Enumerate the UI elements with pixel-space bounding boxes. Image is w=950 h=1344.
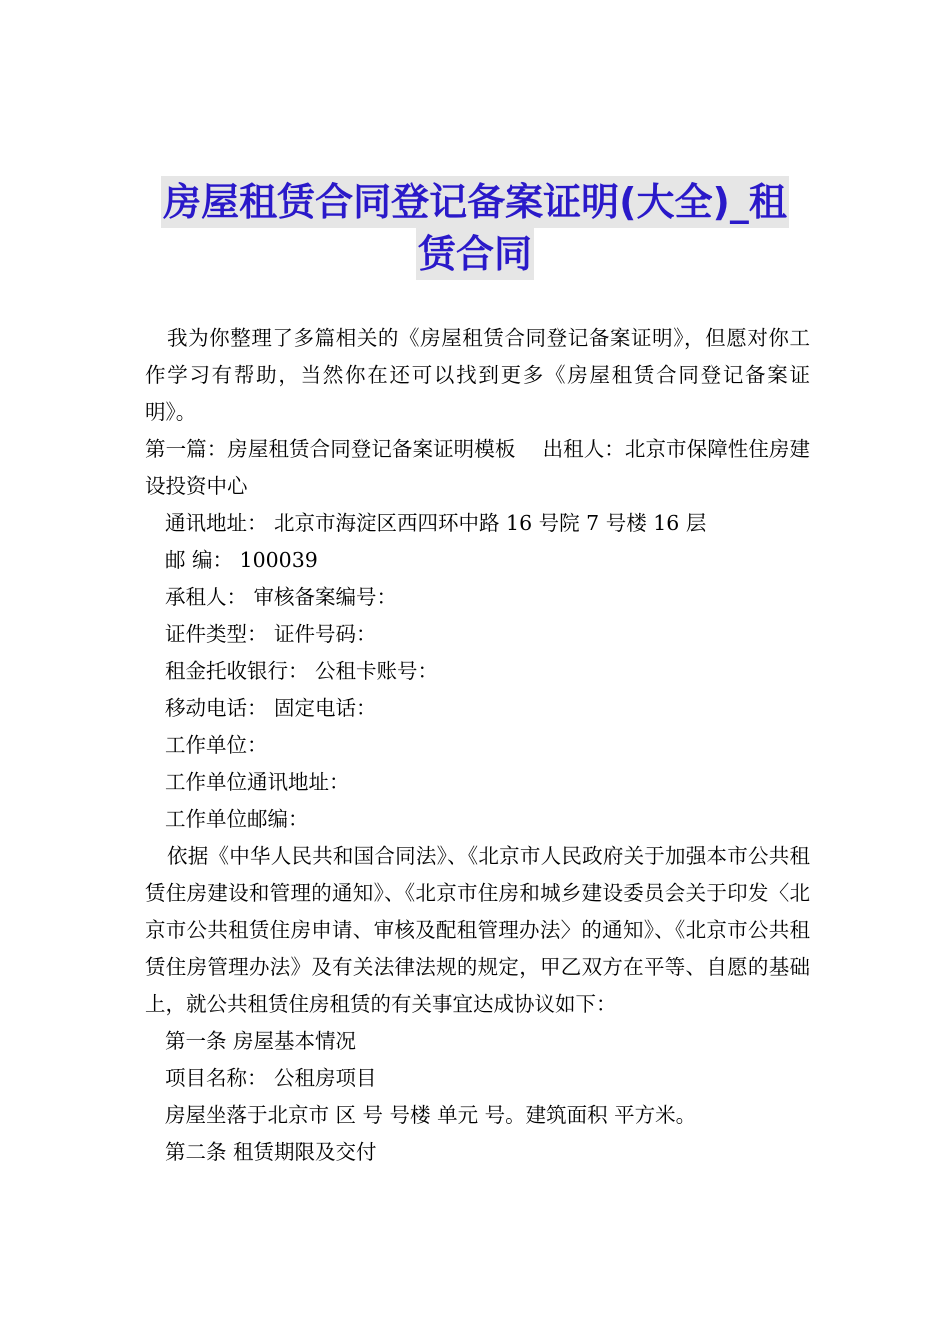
article-1-heading: 第一条 房屋基本情况 bbox=[165, 1029, 357, 1053]
field-employer-postcode: 工作单位邮编： bbox=[165, 807, 309, 831]
document-body bbox=[145, 320, 810, 1171]
field-project-name: 项目名称： 公租房项目 bbox=[165, 1066, 377, 1090]
field-employer-address: 工作单位通讯地址： bbox=[165, 770, 350, 794]
field-id-type: 证件类型： 证件号码： bbox=[165, 622, 377, 646]
field-tenant: 承租人： 审核备案编号： bbox=[165, 585, 398, 609]
field-house-location: 房屋坐落于北京市 区 号 号楼 单元 号。建筑面积 平方米。 bbox=[165, 1103, 697, 1127]
title-line-2: 赁合同 bbox=[416, 228, 534, 280]
section-heading-first: 第一篇：房屋租赁合同登记备案证明模板 出租人：北京市保障性住房建设投资中心 bbox=[145, 437, 810, 498]
field-employer: 工作单位： bbox=[165, 733, 268, 757]
document-title bbox=[145, 176, 805, 280]
title-line-1: 房屋租赁合同登记备案证明(大全)_租 bbox=[161, 176, 789, 228]
field-address: 通讯地址： 北京市海淀区西四环中路 16 号院 7 号楼 16 层 bbox=[165, 511, 707, 535]
legal-basis-paragraph: 依据《中华人民共和国合同法》、《北京市人民政府关于加强本市公共租赁住房建设和管理的通知》、《北京市住房和城乡建设委员会关于印发〈北京市公共租赁住房申请、审核及配租管理办法〉的通知》、《北京市公共租赁住房管理办法》及有关法律法规的规定，甲乙双方在平等、自愿的基础上，就公共租赁住房租赁的有关事宜达成协议如下： bbox=[145, 844, 810, 1016]
field-postcode: 邮 编： 100039 bbox=[165, 548, 318, 572]
article-2-heading: 第二条 租赁期限及交付 bbox=[165, 1140, 377, 1164]
field-bank: 租金托收银行： 公租卡账号： bbox=[165, 659, 439, 683]
field-phone: 移动电话： 固定电话： bbox=[165, 696, 377, 720]
intro-paragraph: 我为你整理了多篇相关的《房屋租赁合同登记备案证明》，但愿对你工作学习有帮助，当然你在还可以找到更多《房屋租赁合同登记备案证明》。 bbox=[145, 326, 810, 424]
